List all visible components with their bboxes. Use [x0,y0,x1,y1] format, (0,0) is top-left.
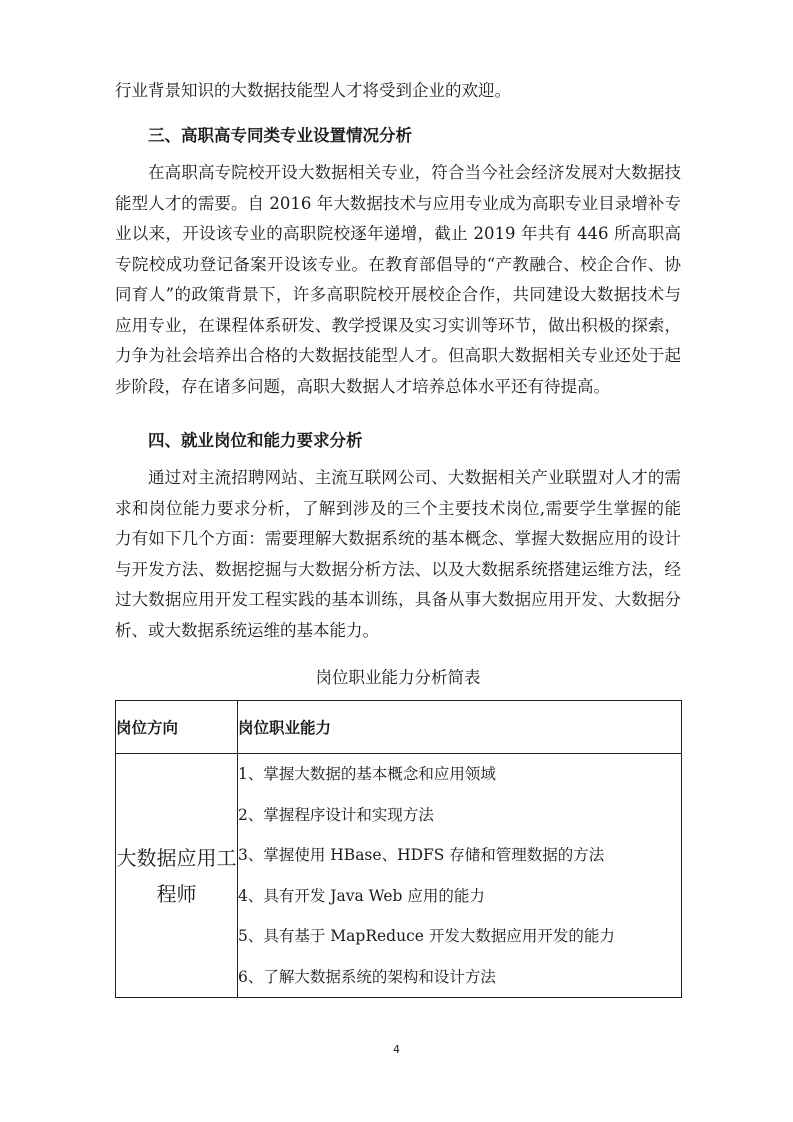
skill-item: 6、了解大数据系统的架构和设计方法 [238,967,496,986]
header-job-direction: 岗位方向 [116,701,238,754]
section3-heading: 三、高职高专同类专业设置情况分析 [148,126,412,145]
table-caption: 岗位职业能力分析简表 [315,668,481,687]
page-number: 4 [393,1043,400,1056]
section3-paragraph: 在高职高专院校开设大数据相关专业，符合当今社会经济发展对大数据技能型人才的需要。自 2016 年大数据技术与应用专业成为高职专业目录增补专业以来，开设该专业的高职院校逐年递增，截止 2019 年共有 446 所高职高专院校成功登记备案开设该专业。在教育部倡导的“产教融合、校企合作、协同育人”的政策背景下，许多高职院校开展校企合作，共同建设大数据技术与应用专业，在课程体系研发、教学授课及实习实训等环节，做出积极的探索，力争为社会培养出合格的大数据技能型人才。但高职大数据相关专业还处于起步阶段，存在诸多问题，高职大数据人才培养总体水平还有待提高。 [115,163,681,396]
section4-paragraph: 通过对主流招聘网站、主流互联网公司、大数据相关产业联盟对人才的需求和岗位能力要求分析，了解到涉及的三个主要技术岗位,需要学生掌握的能力有如下几个方面：需要理解大数据系统的基本概念、掌握大数据应用的设计与开发方法、数据挖掘与大数据分析方法、以及大数据系统搭建运维方法，经过大数据应用开发工程实践的基本训练，具备从事大数据应用开发、大数据分析、或大数据系统运维的基本能力。 [115,468,681,640]
skills-cell [238,754,682,998]
skill-item: 1、掌握大数据的基本概念和应用领域 [238,765,496,783]
skill-item: 3、掌握使用 HBase、HDFS 存储和管理数据的方法 [238,846,605,864]
job-ability-table [115,700,682,998]
skill-item: 4、具有开发 Java Web 应用的能力 [238,886,485,905]
skill-item: 5、具有基于 MapReduce 开发大数据应用开发的能力 [238,927,615,945]
header-job-ability: 岗位职业能力 [238,701,682,754]
intro-continuation: 行业背景知识的大数据技能型人才将受到企业的欢迎。 [115,81,511,100]
table-row [116,754,682,998]
table-header-row [116,701,682,754]
skill-item: 2、掌握程序设计和实现方法 [238,805,434,824]
section4-heading: 四、就业岗位和能力要求分析 [148,431,363,450]
job-role-cell: 大数据应用工程师 [116,754,238,998]
